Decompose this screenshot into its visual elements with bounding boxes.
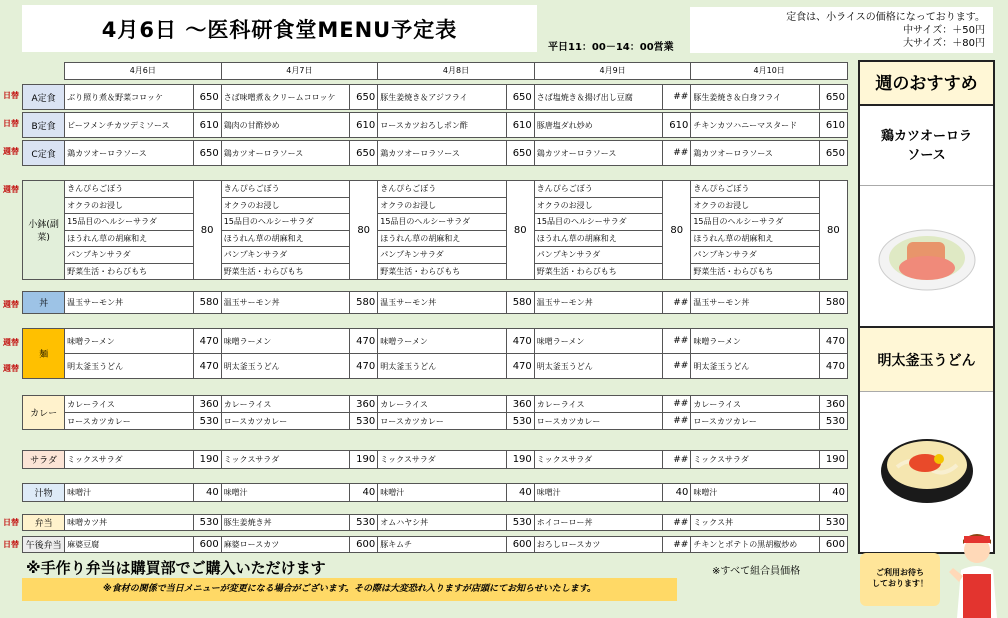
menu-price: 190	[506, 451, 534, 469]
table-row	[23, 263, 848, 280]
category-label: 小鉢(副菜)	[23, 181, 65, 280]
table-row	[23, 141, 848, 166]
table-row	[23, 247, 848, 264]
menu-item: 豚キムチ	[378, 537, 506, 553]
category-label: カレー	[23, 396, 65, 430]
rotation-tag: 週替	[3, 185, 19, 194]
menu-item: ほうれん草の胡麻和え	[65, 230, 193, 247]
menu-item: 味噌ラーメン	[65, 329, 193, 354]
category-label: 午後弁当	[23, 537, 65, 553]
menu-item: ミックスサラダ	[534, 451, 662, 469]
menu-item: 温玉サーモン丼	[378, 292, 506, 314]
menu-price: 40	[506, 484, 534, 502]
don-section	[22, 291, 848, 314]
menu-item: カレーライス	[691, 396, 819, 413]
menu-item: 明太釜玉うどん	[65, 354, 193, 379]
menu-price: 470	[819, 329, 847, 354]
menu-item: 15品目のヘルシーサラダ	[65, 214, 193, 231]
day-header-cell: 4月6日	[129, 66, 156, 75]
menu-price: 470	[193, 354, 221, 379]
menu-price: 360	[193, 396, 221, 413]
menu-price: 580	[506, 292, 534, 314]
menu-item: 味噌ラーメン	[534, 329, 662, 354]
menu-item: 15品目のヘルシーサラダ	[221, 214, 349, 231]
menu-item: 味噌ラーメン	[378, 329, 506, 354]
menu-item: 味噌汁	[378, 484, 506, 502]
menu-item: ミックスサラダ	[221, 451, 349, 469]
menu-item: パンプキンサラダ	[221, 247, 349, 264]
menu-price: 610	[506, 113, 534, 138]
menu-item: ミックス丼	[691, 515, 819, 531]
menu-item: 15品目のヘルシーサラダ	[534, 214, 662, 231]
menu-item: 味噌汁	[221, 484, 349, 502]
menu-item: 味噌ラーメン	[221, 329, 349, 354]
table-row	[23, 181, 848, 198]
menu-price: 580	[819, 292, 847, 314]
price-note-line: 大サイズ：＋80円	[903, 38, 985, 49]
category-label: サラダ	[23, 451, 65, 469]
menu-item: チキンとポテトの黒胡椒炒め	[691, 537, 819, 553]
menu-price: 600	[193, 537, 221, 553]
rotation-tag: 週替	[3, 364, 19, 373]
price-note	[690, 7, 993, 53]
menu-price: 40	[350, 484, 378, 502]
menu-price: 190	[350, 451, 378, 469]
menu-price: ##	[663, 85, 691, 110]
menu-item: 麻婆豆腐	[65, 537, 193, 553]
menu-item: ホイコーロー丼	[534, 515, 662, 531]
table-row	[23, 329, 848, 354]
menu-price: 650	[819, 141, 847, 166]
menu-price: 40	[663, 484, 691, 502]
chicken-katsu-photo	[860, 186, 993, 328]
menu-price: 80	[819, 181, 847, 280]
category-label: 麺	[23, 329, 65, 379]
teishoku-0	[22, 84, 848, 110]
table-row	[23, 537, 848, 553]
menu-price: ##	[663, 451, 691, 469]
menu-item: 温玉サーモン丼	[534, 292, 662, 314]
menu-item: おろしロースカツ	[534, 537, 662, 553]
menu-item: パンプキンサラダ	[65, 247, 193, 264]
menu-item: 温玉サーモン丼	[691, 292, 819, 314]
category-label: B定食	[23, 113, 65, 138]
menu-item: 鶏カツオーロラソース	[221, 141, 349, 166]
weekly-recommendation	[858, 60, 995, 554]
menu-item: きんぴらごぼう	[65, 181, 193, 198]
menu-item: オクラのお浸し	[65, 197, 193, 214]
handmade-bento-note: ※手作り弁当は購買部でご購入いただけます	[26, 559, 326, 577]
menu-item: 鶏カツオーロラソース	[534, 141, 662, 166]
menu-item: オムハヤシ丼	[378, 515, 506, 531]
menu-price: 600	[506, 537, 534, 553]
member-price-note: ※すべて組合員価格	[712, 566, 801, 577]
table-row	[23, 396, 848, 413]
menu-item: カレーライス	[221, 396, 349, 413]
menu-item: 味噌汁	[65, 484, 193, 502]
menu-item: カレーライス	[534, 396, 662, 413]
category-label: A定食	[23, 85, 65, 110]
menu-price: 80	[663, 181, 691, 280]
table-row	[23, 214, 848, 231]
rotation-tag: 日替	[3, 540, 19, 549]
weekly-item-1: 鶏カツオーロラ ソース	[860, 106, 993, 186]
category-label: 弁当	[23, 515, 65, 531]
menu-price: 40	[193, 484, 221, 502]
table-row	[23, 484, 848, 502]
page-title: 4月6日 ～医科研食堂MENU予定表	[22, 5, 537, 52]
menu-item: 明太釜玉うどん	[691, 354, 819, 379]
menu-price: 470	[350, 329, 378, 354]
menu-price: ##	[663, 396, 691, 413]
menu-item: 豚唐塩ダれ炒め	[534, 113, 662, 138]
menu-price: 190	[193, 451, 221, 469]
menu-item: パンプキンサラダ	[534, 247, 662, 264]
menu-item: ほうれん草の胡麻和え	[534, 230, 662, 247]
weekly-title: 週のおすすめ	[860, 62, 993, 106]
menu-item: カレーライス	[65, 396, 193, 413]
menu-price: 360	[506, 396, 534, 413]
menu-item: オクラのお浸し	[221, 197, 349, 214]
menu-item: 野菜生活・わらびもち	[65, 263, 193, 280]
menu-item: ぶり照り煮＆野菜コロッケ	[65, 85, 193, 110]
menu-item: 野菜生活・わらびもち	[378, 263, 506, 280]
menu-item: パンプキンサラダ	[691, 247, 819, 264]
menu-item: ロースカツカレー	[221, 413, 349, 430]
menu-item: さば味噌煮＆クリームコロッケ	[221, 85, 349, 110]
menu-item: 鶏肉の甘酢炒め	[221, 113, 349, 138]
menu-price: 360	[350, 396, 378, 413]
menu-item: 野菜生活・わらびもち	[534, 263, 662, 280]
menu-item: きんぴらごぼう	[378, 181, 506, 198]
menu-item: 味噌ラーメン	[691, 329, 819, 354]
menu-item: ロースカツカレー	[65, 413, 193, 430]
menu-price: 470	[350, 354, 378, 379]
menu-item: ロースカツカレー	[534, 413, 662, 430]
menu-price: 610	[819, 113, 847, 138]
menu-price: 650	[193, 141, 221, 166]
menu-item: パンプキンサラダ	[378, 247, 506, 264]
menu-price: 650	[506, 141, 534, 166]
menu-item: 15品目のヘルシーサラダ	[691, 214, 819, 231]
menu-price: 600	[819, 537, 847, 553]
menu-price: 470	[193, 329, 221, 354]
rotation-tag: 日替	[3, 518, 19, 527]
menu-item: ロースカツおろしポン酢	[378, 113, 506, 138]
menu-item: 豚生姜焼き丼	[221, 515, 349, 531]
teishoku-2	[22, 140, 848, 166]
soup-section	[22, 483, 848, 502]
menu-item: ほうれん草の胡麻和え	[221, 230, 349, 247]
menu-price: 470	[819, 354, 847, 379]
table-row	[23, 292, 848, 314]
table-row	[23, 85, 848, 110]
menu-price: 610	[663, 113, 691, 138]
table-row	[23, 515, 848, 531]
menu-item: ミックスサラダ	[65, 451, 193, 469]
table-row	[23, 451, 848, 469]
menu-item: 明太釜玉うどん	[221, 354, 349, 379]
menu-item: ほうれん草の胡麻和え	[691, 230, 819, 247]
table-row	[23, 354, 848, 379]
menu-price: 600	[350, 537, 378, 553]
table-row	[23, 230, 848, 247]
pm-bento-section	[22, 536, 848, 553]
staff-illustration	[945, 530, 1005, 618]
day-header	[64, 62, 848, 80]
menu-price: 580	[193, 292, 221, 314]
price-note-line: 定食は、小ライスの価格になっております。	[786, 12, 985, 23]
menu-item: オクラのお浸し	[378, 197, 506, 214]
rotation-tag: 日替	[3, 91, 19, 100]
day-header-cell: 4月10日	[690, 63, 847, 79]
menu-price: 470	[506, 329, 534, 354]
menu-item: オクラのお浸し	[691, 197, 819, 214]
menu-item: 温玉サーモン丼	[65, 292, 193, 314]
menu-price: ##	[663, 413, 691, 430]
udon-photo	[860, 392, 993, 542]
teishoku-1	[22, 112, 848, 138]
menu-price: 610	[193, 113, 221, 138]
menu-change-note: ※食材の関係で当日メニューが変更になる場合がございます。その際は大変恐れ入りますが店頭にてお知らせいたします。	[22, 578, 677, 601]
rotation-tag: 週替	[3, 338, 19, 347]
menu-price: 530	[506, 515, 534, 531]
menu-price: 530	[350, 515, 378, 531]
menu-item: 鶏カツオーロラソース	[65, 141, 193, 166]
menu-item: ミックスサラダ	[691, 451, 819, 469]
table-row	[23, 413, 848, 430]
bento-section	[22, 514, 848, 531]
day-header-cell: 4月8日	[377, 63, 534, 79]
menu-price: 80	[506, 181, 534, 280]
menu-item: 味噌カツ丼	[65, 515, 193, 531]
menu-price: 80	[193, 181, 221, 280]
menu-price: 40	[819, 484, 847, 502]
menu-item: ほうれん草の胡麻和え	[378, 230, 506, 247]
menu-price: 650	[819, 85, 847, 110]
category-label: 丼	[23, 292, 65, 314]
menu-item: 明太釜玉うどん	[378, 354, 506, 379]
menu-price: 80	[350, 181, 378, 280]
menu-price: ##	[663, 354, 691, 379]
menu-price: 530	[819, 413, 847, 430]
table-row	[23, 113, 848, 138]
menu-item: ビーフメンチカツデミソース	[65, 113, 193, 138]
menu-item: チキンカツハニーマスタード	[691, 113, 819, 138]
weekly-item-2: 明太釜玉うどん	[860, 328, 993, 392]
day-header-cell: 4月7日	[221, 63, 378, 79]
menu-item: ロースカツカレー	[691, 413, 819, 430]
category-label: 汁物	[23, 484, 65, 502]
menu-item: 麻婆ロースカツ	[221, 537, 349, 553]
price-note-line: 中サイズ：＋50円	[903, 25, 985, 36]
day-header-cell: 4月9日	[534, 63, 691, 79]
menu-item: 味噌汁	[691, 484, 819, 502]
menu-price: 650	[350, 141, 378, 166]
menu-item: 野菜生活・わらびもち	[221, 263, 349, 280]
menu-item: 豚生姜焼き＆アジフライ	[378, 85, 506, 110]
menu-price: 470	[506, 354, 534, 379]
menu-price: 610	[350, 113, 378, 138]
menu-item: 鶏カツオーロラソース	[378, 141, 506, 166]
menu-price: ##	[663, 292, 691, 314]
menu-item: 野菜生活・わらびもち	[691, 263, 819, 280]
menu-price: 190	[819, 451, 847, 469]
kobachi-section	[22, 180, 848, 280]
rotation-tag: 週替	[3, 300, 19, 309]
category-label: C定食	[23, 141, 65, 166]
men-section	[22, 328, 848, 379]
menu-price: 530	[506, 413, 534, 430]
menu-price: 530	[193, 515, 221, 531]
curry-section	[22, 395, 848, 430]
menu-price: ##	[663, 141, 691, 166]
menu-item: 味噌汁	[534, 484, 662, 502]
table-row	[23, 197, 848, 214]
menu-price: 650	[193, 85, 221, 110]
menu-price: ##	[663, 329, 691, 354]
welcome-bubble: ご利用お待ち しております！	[860, 553, 940, 606]
rotation-tag: 日替	[3, 119, 19, 128]
menu-price: 580	[350, 292, 378, 314]
menu-item: きんぴらごぼう	[221, 181, 349, 198]
menu-price: 360	[819, 396, 847, 413]
menu-price: 530	[819, 515, 847, 531]
salad-section	[22, 450, 848, 469]
menu-item: 鶏カツオーロラソース	[691, 141, 819, 166]
menu-item: きんぴらごぼう	[534, 181, 662, 198]
menu-price: 530	[350, 413, 378, 430]
menu-item: 明太釜玉うどん	[534, 354, 662, 379]
menu-price: 650	[350, 85, 378, 110]
menu-item: 豚生姜焼き＆白身フライ	[691, 85, 819, 110]
menu-price: ##	[663, 515, 691, 531]
menu-price: 650	[506, 85, 534, 110]
menu-price: ##	[663, 537, 691, 553]
menu-item: 温玉サーモン丼	[221, 292, 349, 314]
menu-item: ロースカツカレー	[378, 413, 506, 430]
menu-price: 530	[193, 413, 221, 430]
business-hours: 平日11：00－14：00営業	[548, 42, 674, 53]
menu-item: カレーライス	[378, 396, 506, 413]
menu-item: きんぴらごぼう	[691, 181, 819, 198]
menu-item: ミックスサラダ	[378, 451, 506, 469]
menu-item: オクラのお浸し	[534, 197, 662, 214]
rotation-tag: 週替	[3, 147, 19, 156]
menu-item: 15品目のヘルシーサラダ	[378, 214, 506, 231]
menu-item: さば塩焼き＆揚げ出し豆腐	[534, 85, 662, 110]
